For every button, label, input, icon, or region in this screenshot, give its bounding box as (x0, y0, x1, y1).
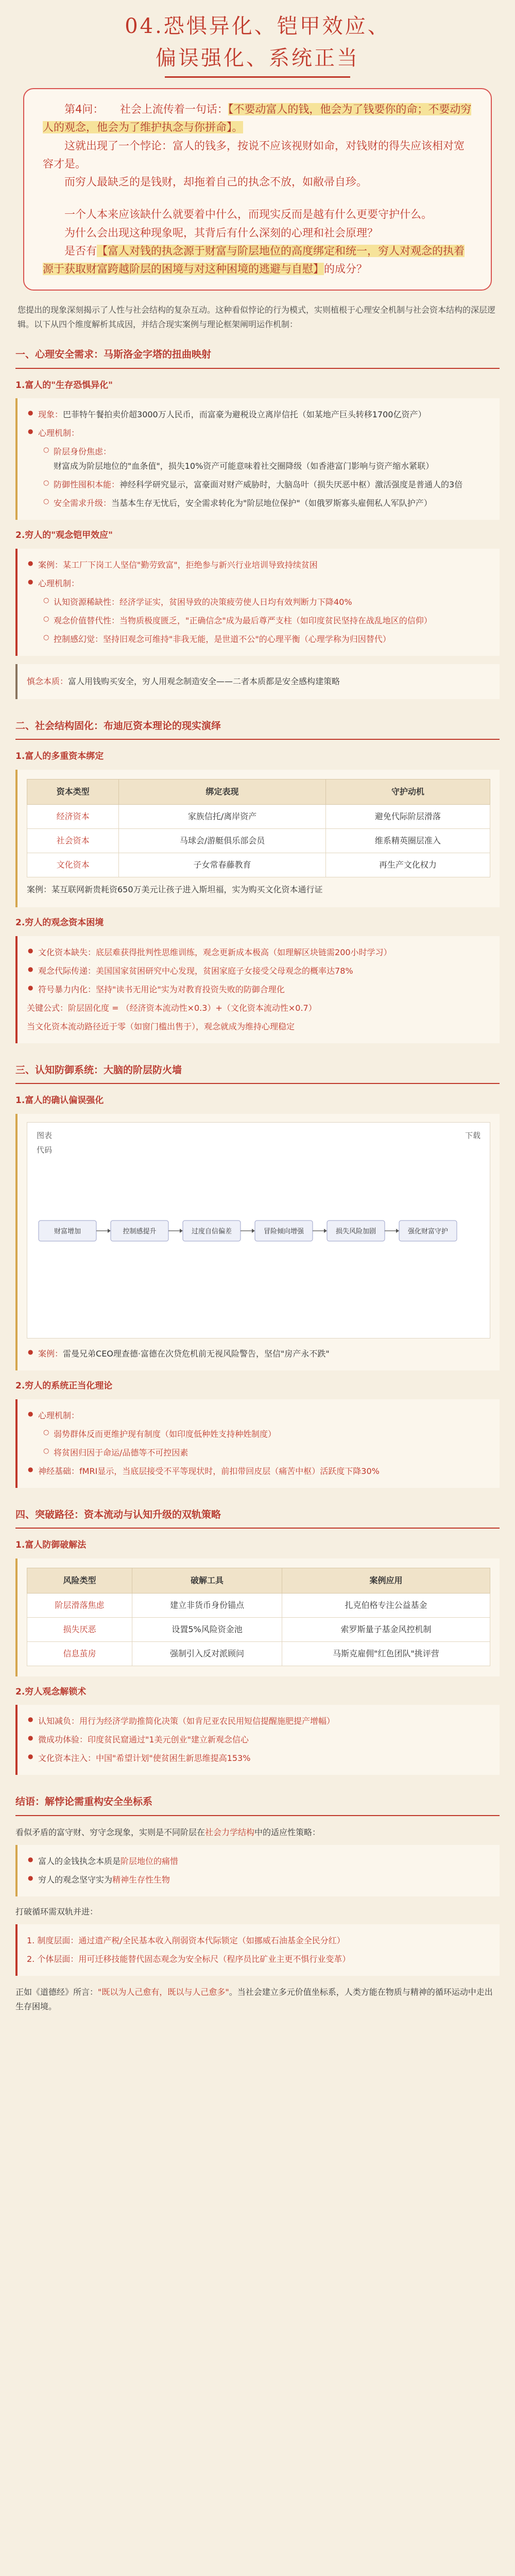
flow-node (255, 1221, 313, 1241)
flow-node-label: 强化财富守护 (407, 1227, 449, 1235)
defense-breaking-table (27, 1568, 490, 1666)
list-item: ○ 弱势群体反而更维护现有制度（如印度低种姓支持种姓制度） (42, 1427, 490, 1442)
flow-node (39, 1221, 96, 1241)
conclusion-section (15, 1793, 500, 2014)
list-item: ● 符号暴力内化：坚持"读书无用论"实为对教育投资失败的防御合理化 (27, 982, 490, 997)
quote-paragraph-2: 这就出现了一个悖论：富人的钱多，按说不应该视财如命，对钱财的得失应该相对宽容才是。 (43, 139, 465, 170)
table-row: 损失厌恶 设置5%风险资金池 索罗斯量子基金风控机制 (27, 1617, 490, 1641)
flow-node (111, 1221, 168, 1241)
breaking-table-card (15, 1558, 500, 1676)
section-4-title: 四、突破路径：资本流动与认知升级的双轨策略 (15, 1506, 500, 1529)
flow-arrow-head (108, 1229, 111, 1233)
quote-highlight-1: 【不要动富人的钱，他会为了钱要你的命；不要动穷人的观念，他会为了维护执念与你拼命】。 (43, 103, 472, 134)
section-2 (15, 718, 500, 1043)
poor-unlock-card (15, 1705, 500, 1775)
flow-arrow-head (396, 1229, 399, 1233)
flowchart-diagram (27, 1123, 480, 1339)
list-item: ○ 观念价值替代性：当物质极度匮乏，"正确信念"成为最后尊严支柱（如印度贫民坚持在战乱地区的信仰） (42, 614, 490, 628)
system-justification-card (15, 1399, 500, 1488)
list-item: ● 文化资本注入：中国"希望计划"使贫困生新思维提高153% (27, 1751, 490, 1766)
list-item: ○ 控制感幻觉：坚持旧观念可维持"非我无能，是世道不公"的心理平衡（心理学称为归因替代） (42, 632, 490, 647)
section-3-sub-1: 1.富人的确认偏误强化 (15, 1095, 104, 1106)
list-item: ○ 将贫困归因于命运/品德等不可控因素 (42, 1446, 490, 1460)
table-header: 破解工具 (132, 1568, 282, 1593)
section-3-title: 三、认知防御系统：大脑的阶层防火墙 (15, 1062, 500, 1084)
list-item: ○ 安全需求升级：当基本生存无忧后，安全需求转化为"阶层地位保护"（如俄罗斯寡头雇佣私人军队护产） (42, 496, 490, 511)
table-row: 社会资本 马球会/游艇俱乐部会员 维系精英圈层准入 (27, 829, 490, 853)
list-item: ● 认知减负：用行为经济学助推简化决策（如肯尼亚农民用短信提醒施肥提产增幅） (27, 1714, 490, 1728)
poor-armor-card (15, 549, 500, 656)
quote-paragraph-3: 而穷人最缺乏的是钱财，却拖着自己的执念不放，如敝帚自珍。 (64, 176, 367, 189)
article-title (15, 10, 500, 74)
table-header: 绑定表现 (119, 779, 325, 805)
list-item: ○ 防御性囤积本能：神经科学研究显示，富豪面对财产威胁时，大脑岛叶（损失厌恶中枢）激活强度是普通人的3倍 (42, 478, 490, 492)
table-row: 经济资本 家族信托/离岸资产 避免代际阶层滑落 (27, 805, 490, 829)
list-item: ● 心理机制： (27, 577, 490, 591)
break-cycle-title: 打破循环需双轨并进： (15, 1906, 98, 1917)
intro-paragraph: 您提出的现象深刻揭示了人性与社会结构的复杂互动。这种看似悖论的行为模式，实则植根于心理安全机制与社会资本结构的深层逻辑。以下从四个维度解析其成因，并结合现实案例与理论框架阐明运作机制： (18, 305, 496, 330)
poor-capital-card (15, 936, 500, 1043)
chart-download-button[interactable]: 下载 (465, 1130, 480, 1140)
list-item: ○ 阶层身份焦虑：财富成为阶层地位的"血条值"，损失10%资产可能意味着社交圈降级（如香港富门影响与资产缩水紧联） (42, 445, 490, 473)
quote-highlight-2: 【富人对钱的执念源于财富与阶层地位的高度绑定和统一，穷人对观念的执着源于获取财富跨越阶层的困境与对这种困境的逃避与自慰】 (43, 244, 465, 276)
list-item: ● 现象：巴菲特午餐拍卖价超3000万人民币，而富豪为避税设立离岸信托（如某地产巨头转移1700亿资产） (27, 408, 490, 422)
section-2-title: 二、社会结构固化：布迪厄资本理论的现实演绎 (15, 718, 500, 740)
flowchart-container (27, 1122, 490, 1338)
list-item: ● 心理机制： (27, 426, 490, 440)
quote-paragraph-1: 第4问： 社会上流传着一句话：【不要动富人的钱，他会为了钱要你的命；不要动穷人的观念，他会为了维护执念与你拼命】。 (43, 103, 472, 134)
table-header: 案例应用 (282, 1568, 490, 1593)
chart-tab-code[interactable]: 代码 (37, 1145, 53, 1155)
section-1-sub-1: 1.富人的"生存恐惧异化" (15, 380, 113, 391)
essence-card: 慎念本质：富人用钱购买安全，穷人用观念制造安全——二者本质都是安全感构建策略 (15, 664, 500, 699)
flow-arrow-head (324, 1229, 327, 1233)
list-item: 2. 个体层面：用可迁移技能替代固态观念为安全标尺（程序员比矿业主更不惧行业变革） (27, 1954, 351, 1964)
quote-paragraph-4: 一个人本来应该缺什么就要着中什么，而现实反而是越有什么更要守护什么。 (64, 208, 432, 221)
list-item: ● 心理机制： (27, 1409, 490, 1423)
section-4 (15, 1506, 500, 1775)
flow-arrow-head (252, 1229, 255, 1233)
list-item: ● 穷人的观念坚守实为精神生存性生物 (27, 1873, 490, 1887)
conclusion-intro: 看似矛盾的富守财、穷守念现象，实则是不同阶层在社会力学结构中的适应性策略： (15, 1827, 321, 1837)
list-item: ● 案例：某工厂下岗工人坚信"勤劳致富"，拒绝参与新兴行业培训导致持续贫困 (27, 558, 490, 572)
section-1-sub-2: 2.穷人的"观念铠甲效应" (15, 530, 113, 541)
flow-node-label: 过度自信偏差 (191, 1227, 232, 1235)
section-3-sub-2: 2.穷人的系统正当化理论 (15, 1380, 113, 1391)
table-case-note: 案例：某互联网新贵耗资650万美元让孩子进入斯坦福，实为购买文化资本通行证 (27, 885, 323, 895)
section-2-sub-1: 1.富人的多重资本绑定 (15, 751, 104, 762)
flow-arrow-head (180, 1229, 183, 1233)
flow-node (183, 1221, 241, 1241)
section-1 (15, 346, 500, 699)
section-1-title: 一、心理安全需求：马斯洛金字塔的扭曲映射 (15, 346, 500, 368)
flow-node (327, 1221, 385, 1241)
table-header: 守护动机 (325, 779, 490, 805)
capital-binding-table (27, 779, 490, 877)
section-3 (15, 1062, 500, 1488)
conclusion-title: 结语：解悖论需重构安全坐标系 (15, 1793, 500, 1816)
question-quote-box (23, 88, 492, 291)
title-line-1: 04.恐惧异化、铠甲效应、 (125, 14, 390, 38)
flow-node (399, 1221, 457, 1241)
section-4-sub-1: 1.富人防御破解法 (15, 1539, 87, 1550)
table-row: 文化资本 子女常春藤教育 再生产文化权力 (27, 853, 490, 877)
chart-tab-diagram[interactable]: 图表 (37, 1130, 53, 1140)
flow-node-label: 财富增加 (54, 1227, 81, 1235)
title-divider (165, 76, 350, 78)
title-line-2: 偏误强化、系统正当 (156, 46, 359, 70)
list-item: ● 观念代际传递：美国国家贫困研究中心发现，贫困家庭子女接受父母观念的概率达78% (27, 964, 490, 978)
closing-quote: 正如《道德经》所言："既以为人己愈有，既以与人己愈多"。当社会建立多元价值坐标系，人类方能在物质与精神的循环运动中走出生存困境。 (15, 1987, 493, 2012)
table-header: 资本类型 (27, 779, 119, 805)
table-row: 阶层滑落焦虑 建立非货币身份锚点 扎克伯格专注公益基金 (27, 1593, 490, 1617)
list-item: ● 微成功体验：印度贫民窟通过"1美元创业"建立新观念信心 (27, 1733, 490, 1747)
list-item: 1. 制度层面：通过遗产税/全民基本收入削弱资本代际锁定（如挪威石油基金全民分红） (27, 1935, 345, 1945)
list-item: ● 案例：雷曼兄弟CEO理查德·富德在次贷危机前无视风险警告，坚信"房产永不跌" (27, 1347, 490, 1361)
flow-node-label: 控制感提升 (123, 1227, 157, 1235)
formula-note: 当文化资本流动路径近于零（如窗门槛出售于），观念就成为维持心理稳定 (27, 1021, 295, 1031)
list-item: ● 富人的金钱执念本质是阶层地位的痛惜 (27, 1854, 490, 1869)
table-header: 风险类型 (27, 1568, 132, 1593)
conclusion-points-card (15, 1845, 500, 1896)
break-cycle-card (15, 1924, 500, 1976)
list-item: ○ 认知资源稀缺性：经济学证实，贫困导致的决策疲劳使人日均有效判断力下降40% (42, 595, 490, 609)
quote-paragraph-6: 是否有【富人对钱的执念源于财富与阶层地位的高度绑定和统一，穷人对观念的执着源于获取财富跨越阶层的困境与对这种困境的逃避与自慰】的成分？ (43, 244, 465, 276)
section-2-sub-2: 2.穷人的观念资本困境 (15, 918, 104, 928)
section-4-sub-2: 2.穷人观念解锁术 (15, 1686, 87, 1697)
formula-line: 关键公式：阶层固化度 = （经济资本流动性×0.3）+（文化资本流动性×0.7） (27, 1003, 317, 1013)
capital-table-card (15, 770, 500, 907)
quote-paragraph-5: 为什么会出现这种现象呢，其背后有什么深刻的心理和社会原理？ (64, 226, 378, 239)
flow-chart-card (15, 1114, 500, 1370)
rich-fear-card (15, 398, 500, 520)
table-row: 信息茧房 强制引入反对派顾问 马斯克雇佣"红色团队"挑评营 (27, 1641, 490, 1666)
list-item: ● 文化资本缺失：底层难获得批判性思维训练，观念更新成本极高（如理解区块链需200小时学习） (27, 945, 490, 960)
list-item: ● 神经基础：fMRI显示，当底层接受不平等现状时，前扣带回皮层（痛苦中枢）活跃度下降30% (27, 1464, 490, 1479)
flow-node-label: 损失风险加剧 (335, 1227, 376, 1235)
flow-node-label: 冒险倾向增强 (263, 1227, 304, 1235)
